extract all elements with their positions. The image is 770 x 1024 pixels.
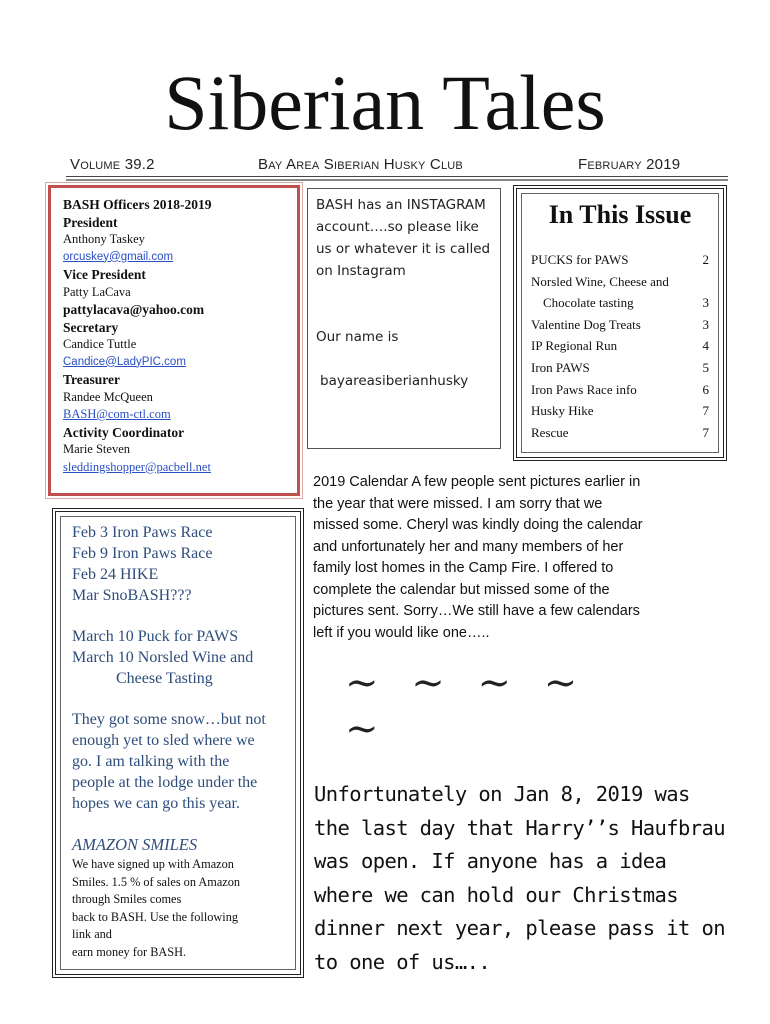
event-item: Feb 9 Iron Paws Race (72, 545, 213, 562)
issue-item-page: 2 (702, 252, 709, 267)
in-this-issue-list (531, 249, 709, 443)
closing-note (314, 778, 744, 979)
issue-item (531, 271, 709, 293)
president-label: President (63, 214, 118, 230)
amazon-smiles-line: earn money for BASH. (72, 944, 187, 959)
closing-note-line: where we can hold our Christmas (314, 882, 679, 907)
instagram-text-line: on Instagram (316, 263, 406, 279)
issue-item-label: IP Regional Run (531, 338, 618, 354)
issue-item-label: Valentine Dog Treats (531, 316, 641, 332)
issue-item-label: Iron PAWS (531, 359, 590, 375)
activity-email-link[interactable]: sleddingshopper@pacbell.net (63, 459, 211, 474)
amazon-smiles-line: through Smiles comes (72, 892, 182, 906)
amazon-smiles-line: We have signed up with Amazon (72, 857, 234, 871)
calendar-note (313, 472, 728, 644)
calendar-note-line: missed some. Cheryl was kindly doing the calendar (313, 517, 643, 533)
event-item: March 10 Puck for PAWS (72, 628, 239, 645)
events-list-march (72, 626, 288, 668)
treasurer-email-link[interactable]: BASH@com-ctl.com (63, 407, 171, 421)
snow-update-line: go. I am talking with the (72, 753, 230, 770)
issue-item (531, 292, 709, 314)
amazon-smiles-line: link and (72, 927, 112, 941)
treasurer-name: Randee McQueen (63, 389, 153, 404)
tilde-divider: ∼ ∼ ∼ ∼ ∼ (345, 660, 588, 752)
instagram-text-line: account….so please like (316, 219, 479, 235)
closing-note-line: the last day that Harry’’s Haufbrau (314, 815, 725, 840)
snow-update-line: enough yet to sled where we (72, 732, 255, 749)
activity-label: Activity Coordinator (63, 424, 185, 440)
secretary-email-link[interactable]: Candice@LadyPIC.com (63, 355, 186, 368)
issue-item (531, 379, 709, 401)
instagram-text-line: BASH has an INSTAGRAM (316, 197, 486, 213)
closing-note-line: Unfortunately on Jan 8, 2019 was (314, 782, 690, 806)
calendar-note-line: left if you would like one….. (313, 624, 490, 641)
event-item: Feb 24 HIKE (72, 566, 159, 583)
issue-item-page: 5 (702, 359, 709, 375)
treasurer-label: Treasurer (63, 372, 120, 387)
issue-item-page: 3 (702, 316, 709, 332)
amazon-smiles-body (72, 856, 288, 961)
instagram-account-name: bayareasiberianhusky (320, 373, 469, 389)
secretary-label: Secretary (63, 319, 119, 335)
events-list-february (72, 522, 288, 606)
issue-item (531, 357, 709, 379)
issue-item-page: 3 (702, 295, 709, 311)
issue-item-page: 6 (702, 381, 709, 397)
amazon-smiles-line: back to BASH. Use the following (72, 909, 238, 924)
instagram-name-intro: Our name is (316, 329, 399, 345)
amazon-smiles-line: Smiles. 1.5 % of sales on Amazon (72, 874, 241, 889)
issue-item-page: 4 (702, 338, 709, 354)
activity-name: Marie Steven (63, 442, 130, 456)
event-item: Feb 3 Iron Paws Race (72, 524, 213, 541)
officers-heading: BASH Officers 2018-2019 (63, 197, 212, 212)
event-item: Cheese Tasting (116, 670, 213, 687)
issue-item-label: Husky Hike (531, 403, 594, 419)
amazon-smiles-title: AMAZON SMILES (72, 835, 198, 854)
issue-item (531, 314, 709, 336)
officers-box (48, 185, 300, 496)
issue-item (531, 422, 709, 444)
vp-label: Vice President (63, 267, 146, 282)
issue-date: February 2019 (578, 156, 681, 173)
calendar-note-line: pictures sent. Sorry…We still have a few calendars (313, 603, 640, 619)
issue-item-label: Rescue (531, 424, 569, 440)
volume-label: Volume 39.2 (70, 156, 155, 173)
president-name: Anthony Taskey (63, 232, 145, 246)
issue-item-page: 7 (702, 403, 709, 419)
issue-item-label: Norsled Wine, Cheese and (531, 273, 669, 289)
instagram-box (307, 188, 501, 449)
vp-email: pattylacava@yahoo.com (63, 302, 205, 317)
snow-update-line: hopes we can go this year. (72, 795, 240, 812)
closing-note-line: was open. If anyone has a idea (314, 849, 667, 873)
snow-update-line: They got some snow…but not (72, 711, 266, 728)
masthead-rule-shadow (66, 179, 728, 181)
in-this-issue-title: In This Issue (548, 200, 692, 229)
issue-item-label: Chocolate tasting (543, 295, 634, 311)
issue-item (531, 335, 709, 357)
issue-item-page: 7 (702, 424, 709, 440)
secretary-name: Candice Tuttle (63, 337, 137, 351)
issue-item (531, 400, 709, 422)
snow-update-line: people at the lodge under the (72, 774, 258, 791)
vp-name: Patty LaCava (63, 284, 131, 299)
issue-item-label: Iron Paws Race info (531, 381, 637, 397)
calendar-note-line: 2019 Calendar A few people sent pictures earlier in (313, 474, 641, 490)
event-item: Mar SnoBASH??? (72, 587, 192, 604)
calendar-note-line: family lost homes in the Camp Fire. I offered to (313, 560, 614, 576)
issue-item-label: PUCKS for PAWS (531, 252, 629, 267)
closing-note-line: dinner next year, please pass it on (314, 916, 725, 940)
newsletter-title: Siberian Tales (164, 59, 606, 146)
instagram-text-line: us or whatever it is called (316, 241, 491, 257)
club-name: Bay Area Siberian Husky Club (258, 156, 463, 173)
closing-note-line: to one of us….. (314, 949, 491, 974)
president-email-link[interactable]: orcuskey@gmail.com (63, 250, 174, 263)
in-this-issue-box (513, 185, 727, 461)
snow-update (72, 709, 288, 814)
calendar-note-line: and unfortunately her and many members of her (313, 538, 624, 555)
masthead-rule (66, 176, 728, 177)
issue-item (531, 249, 709, 271)
calendar-note-line: complete the calendar but missed some of the (313, 581, 610, 598)
event-item: March 10 Norsled Wine and (72, 649, 254, 666)
calendar-note-line: the year that were missed. I am sorry that we (313, 495, 603, 512)
events-box (52, 508, 304, 978)
